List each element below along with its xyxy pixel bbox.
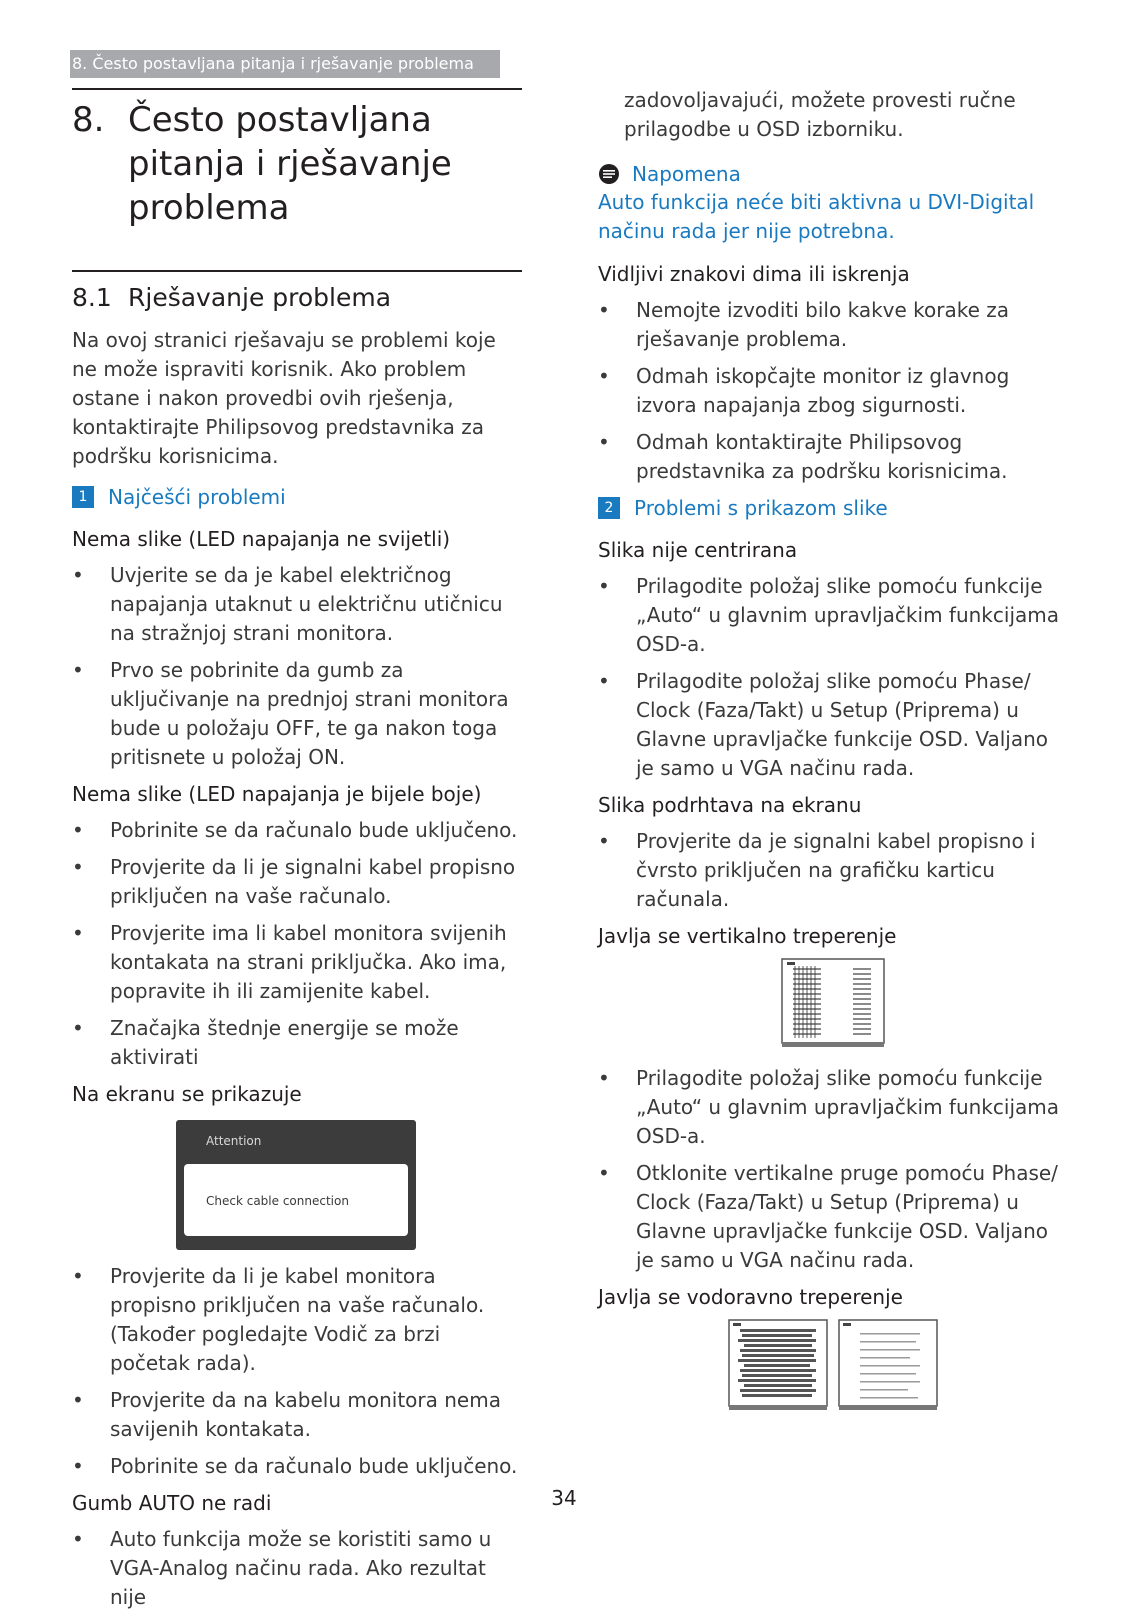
horizontal-flicker-screen-illustration: [728, 1319, 828, 1411]
chapter-title: [72, 98, 522, 230]
chapter-rule: [72, 88, 522, 90]
page-number: 34: [551, 1486, 577, 1510]
group-title: Na ekranu se prikazuje: [72, 1082, 302, 1106]
bullet-list: [598, 1064, 1068, 1275]
note-title: Napomena: [632, 162, 741, 186]
group-title: Vidljivi znakovi dima ili iskrenja: [598, 262, 910, 286]
bullet-list: [72, 1262, 522, 1481]
chapter-number: 8.: [72, 100, 105, 140]
group-title: Slika podrhtava na ekranu: [598, 793, 862, 817]
image-problems-heading: [598, 494, 1068, 522]
running-header: 8. Često postavljana pitanja i rješavanje problema: [70, 50, 500, 78]
osd-message: Check cable connection: [206, 1194, 349, 1208]
list-item: • Prilagodite položaj slike pomoću funkcije „Auto“ u glavnim upravljačkim funkcijama OSD-a.: [598, 1066, 1059, 1148]
bullet-list: [72, 561, 522, 772]
section-badge-2: 2: [598, 497, 620, 519]
group-title: Javlja se vertikalno treperenje: [598, 924, 897, 948]
continuation-text: zadovoljavajući, možete provesti ručne prilagodbe u OSD izborniku.: [624, 88, 1016, 141]
group-title: Javlja se vodoravno treperenje: [598, 1285, 903, 1309]
list-item: • Uvjerite se da je kabel električnog napajanja utaknut u električnu utičnicu na stražnjoj strani monitora.: [72, 563, 503, 645]
list-item: • Pobrinite se da računalo bude uključeno.: [72, 818, 518, 842]
list-item: • Odmah kontaktirajte Philipsovog predstavnika za podršku korisnicima.: [598, 430, 1008, 483]
list-item: • Provjerite da na kabelu monitora nema savijenih kontakata.: [72, 1388, 501, 1441]
group-title: Nema slike (LED napajanja ne svijetli): [72, 527, 451, 551]
list-item: • Prvo se pobrinite da gumb za uključivanje na prednjoj strani monitora bude u položaju OFF, te ga nakon toga pritisnete u položaj ON.: [72, 658, 509, 769]
bullet-list: [72, 816, 522, 1072]
osd-header: Attention: [206, 1134, 262, 1148]
list-item: • Prilagodite položaj slike pomoću Phase/ Clock (Faza/Takt) u Setup (Priprema) u Glavne upravljačke funkcije OSD. Valjano je samo u VGA načinu rada.: [598, 669, 1049, 780]
right-column: [598, 86, 1068, 1427]
list-item: • Otklonite vertikalne pruge pomoću Phase/ Clock (Faza/Takt) u Setup (Priprema) u Glavne upravljačke funkcije OSD. Valjano je samo u VGA načinu rada.: [598, 1161, 1058, 1272]
note-icon: [598, 163, 620, 185]
group-title: Slika nije centrirana: [598, 538, 798, 562]
section-title-text: Rješavanje problema: [128, 283, 392, 312]
list-item: • Provjerite da je signalni kabel propisno i čvrsto priključen na grafičku karticu računala.: [598, 829, 1036, 911]
image-problems-title: Problemi s prikazom slike: [634, 496, 888, 520]
horizontal-flicker-figure: [598, 1319, 1068, 1411]
note-text: Auto funkcija neće biti aktivna u DVI-Digital načinu rada jer nije potrebna.: [598, 190, 1035, 243]
section-badge-1: 1: [72, 486, 94, 508]
intro-paragraph: Na ovoj stranici rješavaju se problemi koje ne može ispraviti korisnik. Ako problem ostane i nakon provedbi ovih rješenja, kontaktirajte Philipsovog predstavnika za podršku korisnicima.: [72, 328, 496, 468]
common-problems-title: Najčešći problemi: [108, 485, 286, 509]
bullet-list: [598, 827, 1068, 914]
vertical-flicker-figure: [598, 958, 1068, 1048]
section-number: 8.1: [72, 283, 112, 312]
group-title: Gumb AUTO ne radi: [72, 1491, 272, 1515]
list-item: • Auto funkcija može se koristiti samo u VGA-Analog načinu rada. Ako rezultat nije: [72, 1527, 492, 1609]
list-item: • Značajka štednje energije se može aktivirati: [72, 1016, 459, 1069]
section-rule: [72, 270, 522, 272]
list-item: • Pobrinite se da računalo bude uključeno.: [72, 1454, 518, 1478]
list-item: • Provjerite ima li kabel monitora svijenih kontakata na strani priključka. Ako ima, popravite ih ili zamijenite kabel.: [72, 921, 507, 1003]
bullet-list: [598, 296, 1068, 486]
list-item: • Prilagodite položaj slike pomoću funkcije „Auto“ u glavnim upravljačkim funkcijama OSD-a.: [598, 574, 1059, 656]
section-title: [72, 282, 522, 314]
bullet-list: [598, 572, 1068, 783]
vertical-flicker-screen-illustration: [781, 958, 885, 1048]
left-column: [72, 88, 522, 1620]
common-problems-heading: [72, 483, 522, 511]
osd-inner-panel: [184, 1164, 408, 1236]
list-item: • Nemojte izvoditi bilo kakve korake za rješavanje problema.: [598, 298, 1010, 351]
group-title: Nema slike (LED napajanja je bijele boje): [72, 782, 482, 806]
note-heading: [598, 160, 1068, 188]
list-item: • Provjerite da li je signalni kabel propisno priključen na vaše računalo.: [72, 855, 516, 908]
list-item: • Odmah iskopčajte monitor iz glavnog izvora napajanja zbog sigurnosti.: [598, 364, 1010, 417]
list-item: • Provjerite da li je kabel monitora propisno priključen na vaše računalo. (Također pogledajte Vodič za brzi početak rada).: [72, 1264, 485, 1375]
chapter-title-text: Često postavljana pitanja i rješavanje problema: [128, 100, 452, 228]
horizontal-normal-screen-illustration: [838, 1319, 938, 1411]
osd-message-box: [176, 1120, 416, 1250]
bullet-list: [72, 1525, 522, 1612]
